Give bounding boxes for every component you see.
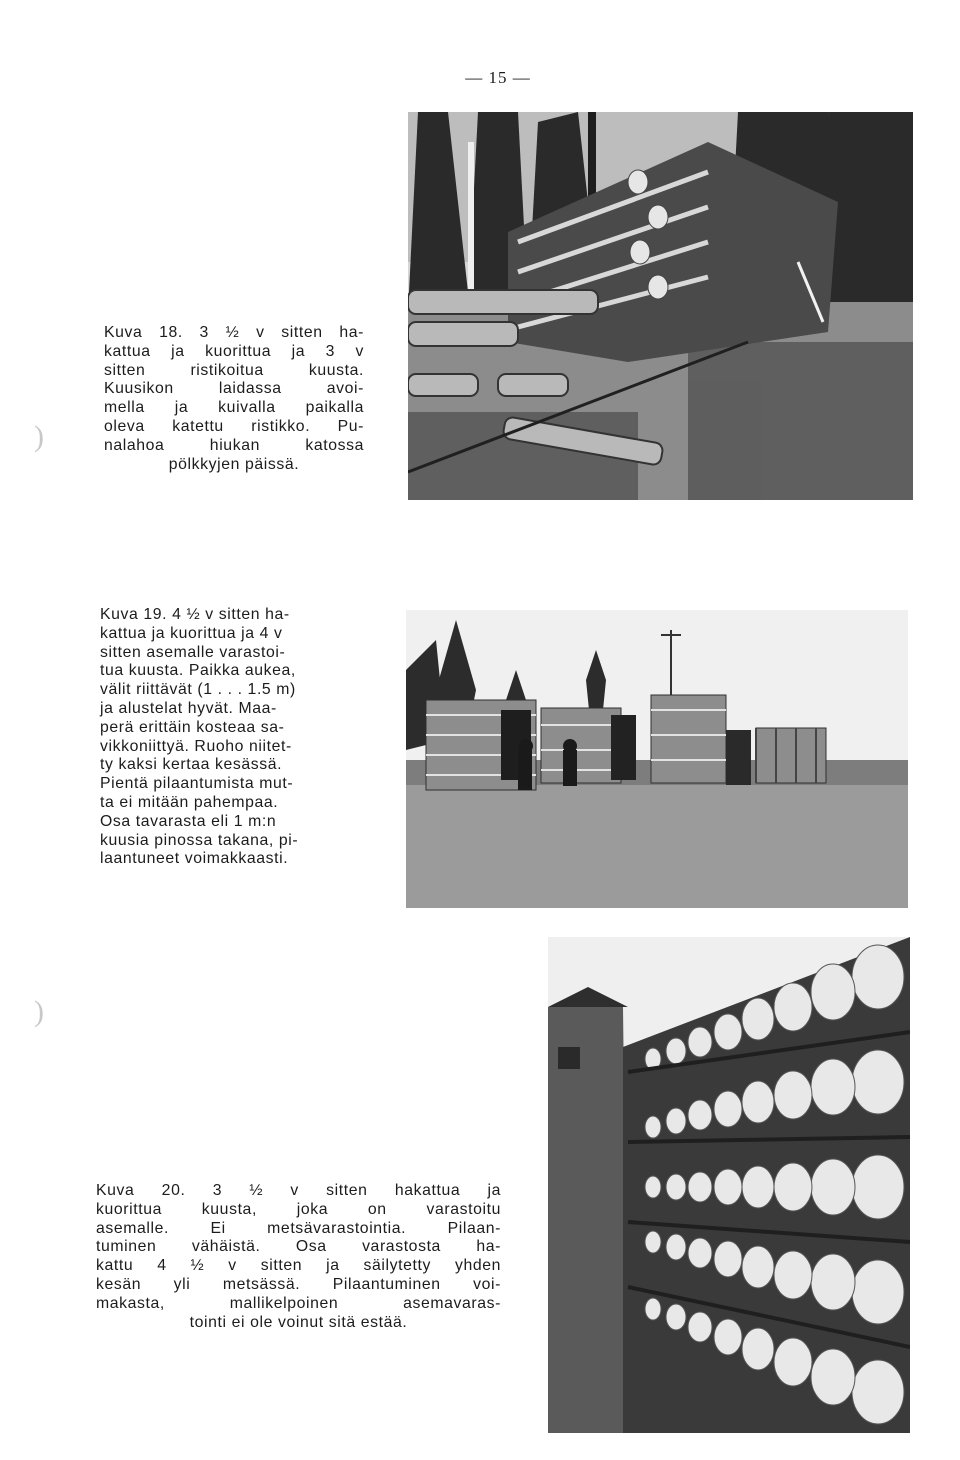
caption-line: ty kaksi kertaa kesässä. <box>100 756 283 774</box>
caption-line: kattu 4 ½ v sitten ja säilytetty yhden <box>96 1257 501 1275</box>
caption-line: välit riittävät (1 . . . 1.5 m) <box>100 681 296 699</box>
page-number: — 15 — <box>465 68 531 87</box>
caption-line: sitten ristikoitua kuusta. <box>104 361 364 379</box>
caption-line: kattua ja kuorittua ja 3 v <box>104 342 364 360</box>
caption-line: ta ei mitään pahempaa. <box>100 793 279 811</box>
caption-line: tointi ei ole voinut sitä estää. <box>189 1313 408 1331</box>
caption-line: perä erittäin kosteaa sa- <box>100 718 285 736</box>
caption-line: kuorittua kuusta, joka on varastoitu <box>96 1200 501 1218</box>
photo-log-stacks-meadow <box>406 610 908 908</box>
caption-line: tua kuusta. Paikka aukea, <box>100 662 296 680</box>
photo-log-crib-forest <box>408 112 913 500</box>
photo-station-log-stacks <box>548 937 910 1433</box>
caption-kuva-19 <box>100 606 370 869</box>
caption-line: sitten asemalle varastoi- <box>100 643 286 661</box>
caption-line: kuusia pinossa takana, pi- <box>100 831 299 849</box>
caption-line: oleva katettu ristikko. Pu- <box>104 417 364 435</box>
caption-line: asemalle. Ei metsävarastointia. Pilaan- <box>96 1219 501 1237</box>
caption-line: Kuva 18. 3 ½ v sitten ha- <box>104 324 364 341</box>
margin-mark-lower: ) <box>34 995 44 1028</box>
caption-line: kattua ja kuorittua ja 4 v <box>100 624 283 642</box>
margin-mark-upper: ) <box>34 420 44 453</box>
caption-line: kesän yli metsässä. Pilaantuminen voi- <box>96 1275 501 1293</box>
caption-line: vikkoniittyä. Ruoho niitet- <box>100 737 292 755</box>
photo-19-drawing <box>406 610 908 908</box>
caption-line: pölkkyjen päissä. <box>168 455 300 473</box>
caption-line: ja alustelat hyvät. Maa- <box>100 699 277 717</box>
caption-line: tuminen vähäistä. Osa varastosta ha- <box>96 1238 501 1256</box>
caption-kuva-20 <box>96 1182 501 1332</box>
caption-line: makasta, mallikelpoinen asemavaras- <box>96 1294 501 1312</box>
caption-line: mella ja kuivalla paikalla <box>104 399 364 417</box>
caption-line: Kuva 20. 3 ½ v sitten hakattua ja <box>96 1182 501 1199</box>
caption-line: Osa tavarasta eli 1 m:n <box>100 812 277 830</box>
caption-line: nalahoa hiukan katossa <box>104 436 364 454</box>
caption-line: Kuva 19. 4 ½ v sitten ha- <box>100 606 290 623</box>
caption-line: laantuneet voimakkaasti. <box>100 850 289 868</box>
caption-line: Pientä pilaantumista mut- <box>100 775 294 793</box>
caption-kuva-18 <box>104 324 364 474</box>
photo-20-drawing <box>548 937 910 1433</box>
photo-18-drawing <box>408 112 913 500</box>
caption-line: Kuusikon laidassa avoi- <box>104 380 364 398</box>
